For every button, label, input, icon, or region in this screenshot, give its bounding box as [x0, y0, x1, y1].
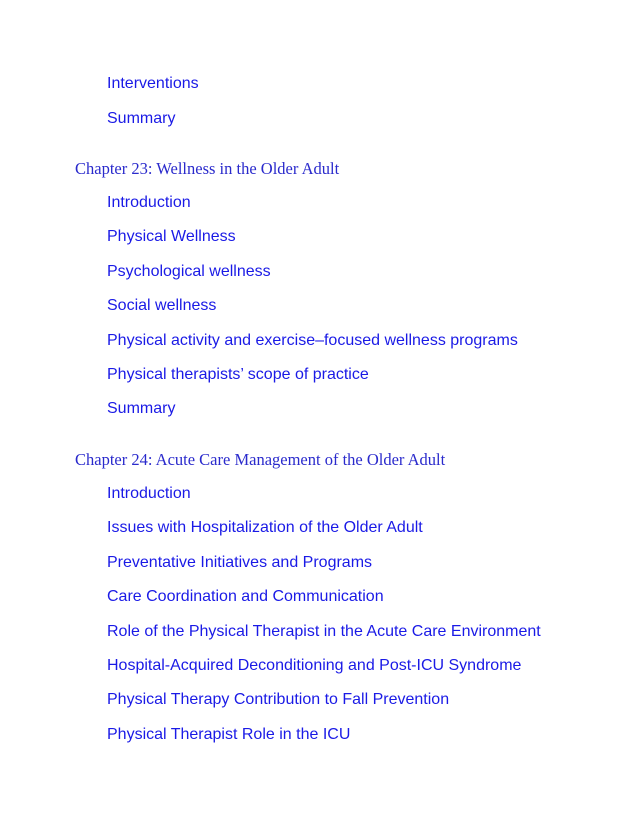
toc-entry-therapist-role-icu[interactable]: Physical Therapist Role in the ICU	[107, 726, 351, 743]
toc-entry-psychological-wellness[interactable]: Psychological wellness	[107, 263, 271, 280]
toc-entry-hospitalization-issues[interactable]: Issues with Hospitalization of the Older Adult	[107, 519, 423, 536]
toc-entry-introduction[interactable]: Introduction	[107, 485, 191, 502]
toc-entry-physical-wellness[interactable]: Physical Wellness	[107, 228, 236, 245]
toc-entry-summary[interactable]: Summary	[107, 110, 176, 127]
chapter-23-heading[interactable]: Chapter 23: Wellness in the Older Adult	[75, 159, 340, 178]
toc-entry-social-wellness[interactable]: Social wellness	[107, 297, 217, 314]
toc-entry-deconditioning-post-icu[interactable]: Hospital-Acquired Deconditioning and Post-ICU Syndrome	[107, 657, 522, 674]
toc-entry-scope-of-practice[interactable]: Physical therapists’ scope of practice	[107, 366, 369, 383]
toc-entry-physical-activity-programs[interactable]: Physical activity and exercise–focused wellness programs	[107, 332, 518, 349]
toc-entry-introduction[interactable]: Introduction	[107, 194, 191, 211]
toc-entry-fall-prevention[interactable]: Physical Therapy Contribution to Fall Prevention	[107, 691, 450, 708]
toc-entry-interventions[interactable]: Interventions	[107, 75, 199, 92]
chapter-24-heading[interactable]: Chapter 24: Acute Care Management of the Older Adult	[75, 450, 446, 469]
toc-entry-preventative-initiatives[interactable]: Preventative Initiatives and Programs	[107, 554, 373, 571]
toc-entry-role-acute-care[interactable]: Role of the Physical Therapist in the Acute Care Environment	[107, 623, 541, 640]
toc-entry-care-coordination[interactable]: Care Coordination and Communication	[107, 588, 384, 605]
toc-entry-summary[interactable]: Summary	[107, 400, 176, 417]
